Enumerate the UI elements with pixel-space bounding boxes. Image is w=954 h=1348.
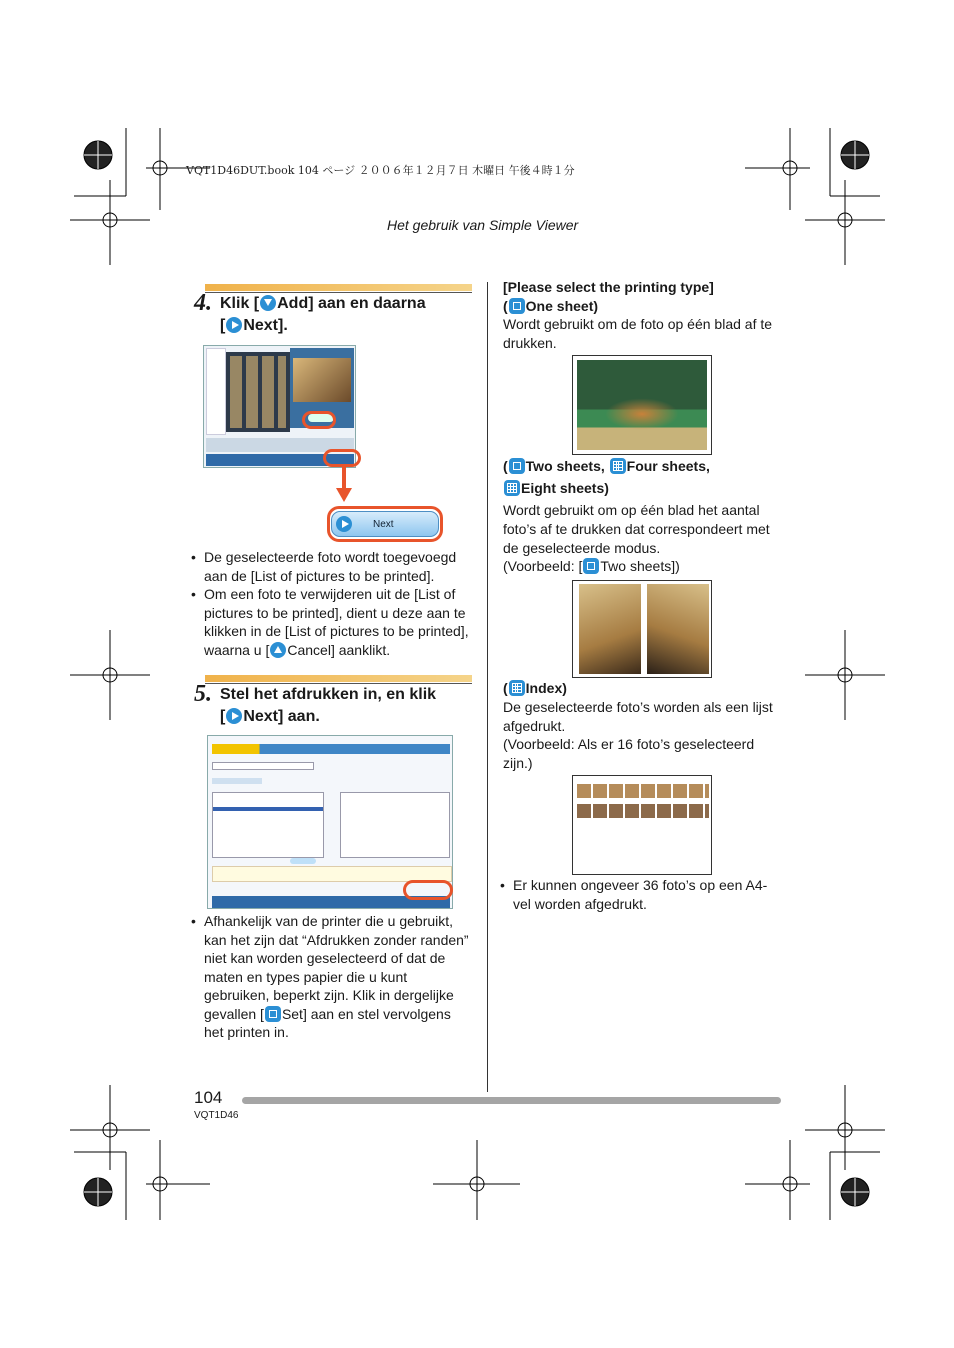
four-sheets-text: Four sheets, — [626, 458, 710, 474]
eight-sheets-icon — [504, 480, 520, 496]
step4-text-d: Next]. — [243, 317, 288, 334]
one-sheet-text: One sheet) — [525, 298, 599, 314]
step4-heading — [220, 293, 475, 337]
step4-bullet-1: • De geselecteerde foto wordt toegevoegd aan de [List of pictures to be printed]. — [191, 548, 471, 585]
step5-bullet-text: Afhankelijk van de printer die u gebruikt, kan het zijn dat “Afdrukken zonder randen” niet kan worden geselecteerd of dat de maten en types papier die u kunt gebruiken, beperkt zijn. Klik in dergelijke gevallen [ — [204, 913, 469, 1022]
step5-text-a: Stel het afdrukken in, en klik — [220, 686, 437, 703]
pointer-arrow — [334, 466, 354, 504]
paper-size-list — [212, 792, 324, 858]
add-highlight — [302, 411, 336, 429]
step4-bullet-2 — [191, 585, 471, 659]
set-icon — [265, 1006, 281, 1022]
step5-heading — [220, 684, 475, 728]
one-sheet-icon — [509, 298, 525, 314]
next-icon-2 — [226, 708, 242, 724]
next-highlight-step5 — [403, 880, 453, 900]
right-bullets — [500, 876, 775, 913]
two-sheets-text: Two sheets, — [525, 458, 605, 474]
one-sheet-example — [572, 355, 712, 455]
page-number: 104 — [194, 1088, 223, 1107]
index-desc: De geselecteerde foto’s worden als een lijst afgedrukt. — [503, 699, 773, 734]
cancel-icon — [270, 642, 286, 658]
printer-select — [212, 762, 314, 770]
document-code: VQT1D46 — [194, 1110, 239, 1121]
step5-bullet-tail: Set] aan en stel vervolgens het printen in. — [204, 1005, 451, 1040]
print-header: VQT1D46DUT.book 104 ページ ２００６年１２月７日 木曜日 午後４時１分 — [186, 164, 575, 177]
running-title: Het gebruik van Simple Viewer — [387, 217, 579, 233]
step5-bar — [205, 675, 472, 682]
step5-bullets — [191, 912, 471, 1042]
step5-text-b: [ — [220, 708, 226, 725]
step4-bar — [205, 284, 472, 291]
paper-type-list — [340, 792, 450, 858]
two-sheets-icon — [509, 458, 525, 474]
border-setting — [212, 778, 262, 784]
example-open: (Voorbeeld: [ — [503, 558, 583, 574]
right-bullet-1: • Er kunnen ongeveer 36 foto’s op een A4-vel worden afgedrukt. — [500, 876, 775, 913]
footer-bar — [242, 1097, 781, 1104]
printing-type-heading: [Please select the printing type] — [503, 279, 714, 295]
paren-2: ( — [503, 458, 508, 474]
next-button-label: Next — [373, 518, 394, 530]
one-sheet-label — [503, 297, 598, 316]
paren: ( — [503, 298, 508, 314]
printing-type-tabs — [212, 744, 450, 754]
add-icon — [260, 295, 276, 311]
step4-bullet-2-text: Om een foto te verwijderen uit de [List of pictures to be printed], dient u deze aan te klikken in de [List of pictures to be printed], waarna u [ — [204, 586, 469, 658]
four-sheets-icon — [610, 458, 626, 474]
eight-sheets-text: Eight sheets) — [521, 480, 609, 496]
step4-text-b: Add] aan en daarna — [277, 295, 426, 312]
step4-bullets — [191, 548, 471, 659]
thumbnail-grid — [226, 352, 290, 432]
next-icon — [226, 317, 242, 333]
index-text: Index) — [525, 680, 567, 696]
multi-sheet-label — [503, 457, 710, 476]
paren-3: ( — [503, 680, 508, 696]
step4-number: 4. — [194, 290, 212, 316]
index-icon — [509, 680, 525, 696]
step5-number: 5. — [194, 681, 212, 707]
folder-tree — [206, 348, 226, 435]
column-divider — [487, 282, 488, 1092]
index-example: (Voorbeeld: Als er 16 foto’s geselecteerd zijn.) — [503, 736, 755, 771]
next-highlight-small — [323, 449, 361, 467]
step4-bullet-2-tail: Cancel] aanklikt. — [287, 641, 391, 658]
index-example-image — [572, 775, 712, 875]
step5-text-c: Next] aan. — [243, 708, 320, 725]
step5-bullet-1 — [191, 912, 471, 1042]
step4-text-a: Klik [ — [220, 295, 260, 312]
step4-text-c: [ — [220, 317, 226, 334]
eight-sheets-label — [503, 479, 609, 498]
one-sheet-desc: Wordt gebruikt om de foto op één blad af te drukken. — [503, 316, 773, 351]
set-button — [290, 858, 316, 864]
two-sheets-example-label — [503, 557, 680, 576]
two-sheets-example — [572, 580, 712, 678]
example-close: Two sheets]) — [600, 558, 680, 574]
index-label — [503, 679, 567, 698]
next-button[interactable] — [331, 511, 439, 537]
next-arrow-icon — [336, 516, 352, 532]
multi-sheet-desc: Wordt gebruikt om op één blad het aantal foto’s af te drukken dat correspondeert met de geselecteerde modus. — [503, 502, 770, 556]
two-sheets-icon-2 — [583, 558, 599, 574]
